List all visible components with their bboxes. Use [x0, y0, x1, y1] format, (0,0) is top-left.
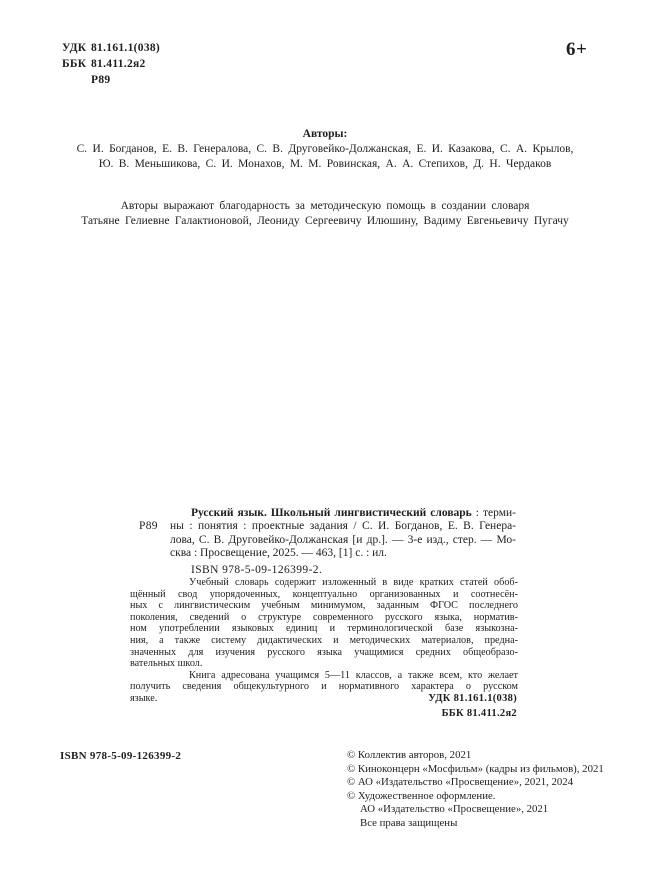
acknowledgment-line: Татьяне Гелиевне Галактионовой, Леониду Сергеевичу Илюшину, Вадиму Евгеньевичу Пугачу	[81, 215, 569, 227]
authors-line: Ю. В. Меньшикова, С. И. Монахов, М. М. Ровинская, А. А. Степихов, Д. Н. Чердаков	[98, 158, 552, 170]
acknowledgment-block	[0, 199, 650, 229]
copyright-line-continuation: Все права защищены	[360, 816, 458, 829]
age-rating-badge: 6+	[566, 39, 588, 60]
authors-heading: Авторы:	[302, 128, 348, 140]
catalog-card	[170, 507, 516, 577]
annotation-line: щённый свод упорядоченных, концептуально организованных и соотнесён-	[130, 588, 518, 600]
bbk-right-line: ББК 81.411.2я2	[441, 707, 517, 719]
udk-label: УДК	[62, 42, 87, 54]
annotation-line: вательных школ.	[130, 658, 203, 670]
annotation-line: ном употреблении языковых единиц и терминологической базе языкозна-	[130, 623, 518, 635]
annotation-line: Учебный словарь содержит изложенный в виде кратких статей обоб-	[189, 577, 518, 588]
classification-block	[62, 40, 160, 88]
udk-row	[62, 40, 160, 56]
card-desc-line: ны : понятия : проектные задания / С. И. Богданов, Е. В. Генера-	[170, 520, 516, 533]
bbk-label: ББК	[62, 58, 87, 70]
udk-value: 81.161.1(038)	[91, 42, 161, 54]
annotation-line: Книга адресована учащимся 5—11 классов, а также всем, кто желает	[189, 669, 518, 681]
bbk-value: 81.411.2я2	[91, 58, 146, 70]
annotation-line: ния, а также систему дидактических и методических материалов, предна-	[130, 634, 518, 646]
annotation-block	[130, 577, 518, 705]
authors-line: С. И. Богданов, Е. В. Генералова, С. В. Друговейко-Должанская, Е. И. Казакова, С. А. Крылов,	[76, 143, 574, 155]
card-title-line	[170, 507, 516, 520]
udk-right-line: УДК 81.161.1(038)	[428, 693, 517, 704]
author-code-spacer	[62, 72, 91, 88]
annotation-line: поколения, сведений о структуре современного русского языка, норматив-	[130, 611, 518, 623]
annotation-line: получить сведения общекультурного и нормативного характера о русском	[130, 681, 518, 693]
author-code: Р89	[91, 74, 111, 86]
copyright-line-continuation: АО «Издательство «Просвещение», 2021	[360, 803, 549, 816]
footer-isbn: ISBN 978-5-09-126399-2	[60, 750, 182, 762]
card-isbn: ISBN 978-5-09-126399-2.	[191, 563, 323, 576]
copyright-line: © Коллектив авторов, 2021	[347, 749, 472, 761]
copyright-line: © Художественное оформление.	[347, 789, 496, 802]
author-code-row	[62, 72, 160, 88]
catalog-card-code: Р89	[139, 520, 158, 532]
copyright-line: © Киноконцерн «Мосфильм» (кадры из фильмов), 2021	[347, 762, 604, 775]
card-title-tail: : терми-	[471, 507, 517, 519]
card-title-bold: Русский язык. Школьный лингвистический словарь	[191, 507, 472, 519]
acknowledgment-line: Авторы выражают благодарность за методическую помощь в создании словаря	[120, 200, 530, 212]
classification-right-block	[317, 692, 517, 721]
annotation-line: языке.	[130, 692, 158, 704]
card-desc-line: сква : Просвещение, 2025. — 463, [1] с. : ил.	[170, 547, 387, 560]
copyright-line: © АО «Издательство «Просвещение», 2021, 2024	[347, 776, 574, 789]
authors-block	[0, 127, 650, 172]
bbk-row	[62, 56, 160, 72]
card-desc-line: лова, С. В. Друговейко-Должанская [и др.]. — 3-е изд., стер. — Мо-	[170, 533, 516, 546]
annotation-line: значенных для изучения русского языка учащимися средних общеобразо-	[130, 646, 518, 658]
copyright-block	[347, 749, 637, 831]
annotation-line: ных с лингвистическим учебным минимумом, заданным ФГОС последнего	[130, 600, 518, 612]
